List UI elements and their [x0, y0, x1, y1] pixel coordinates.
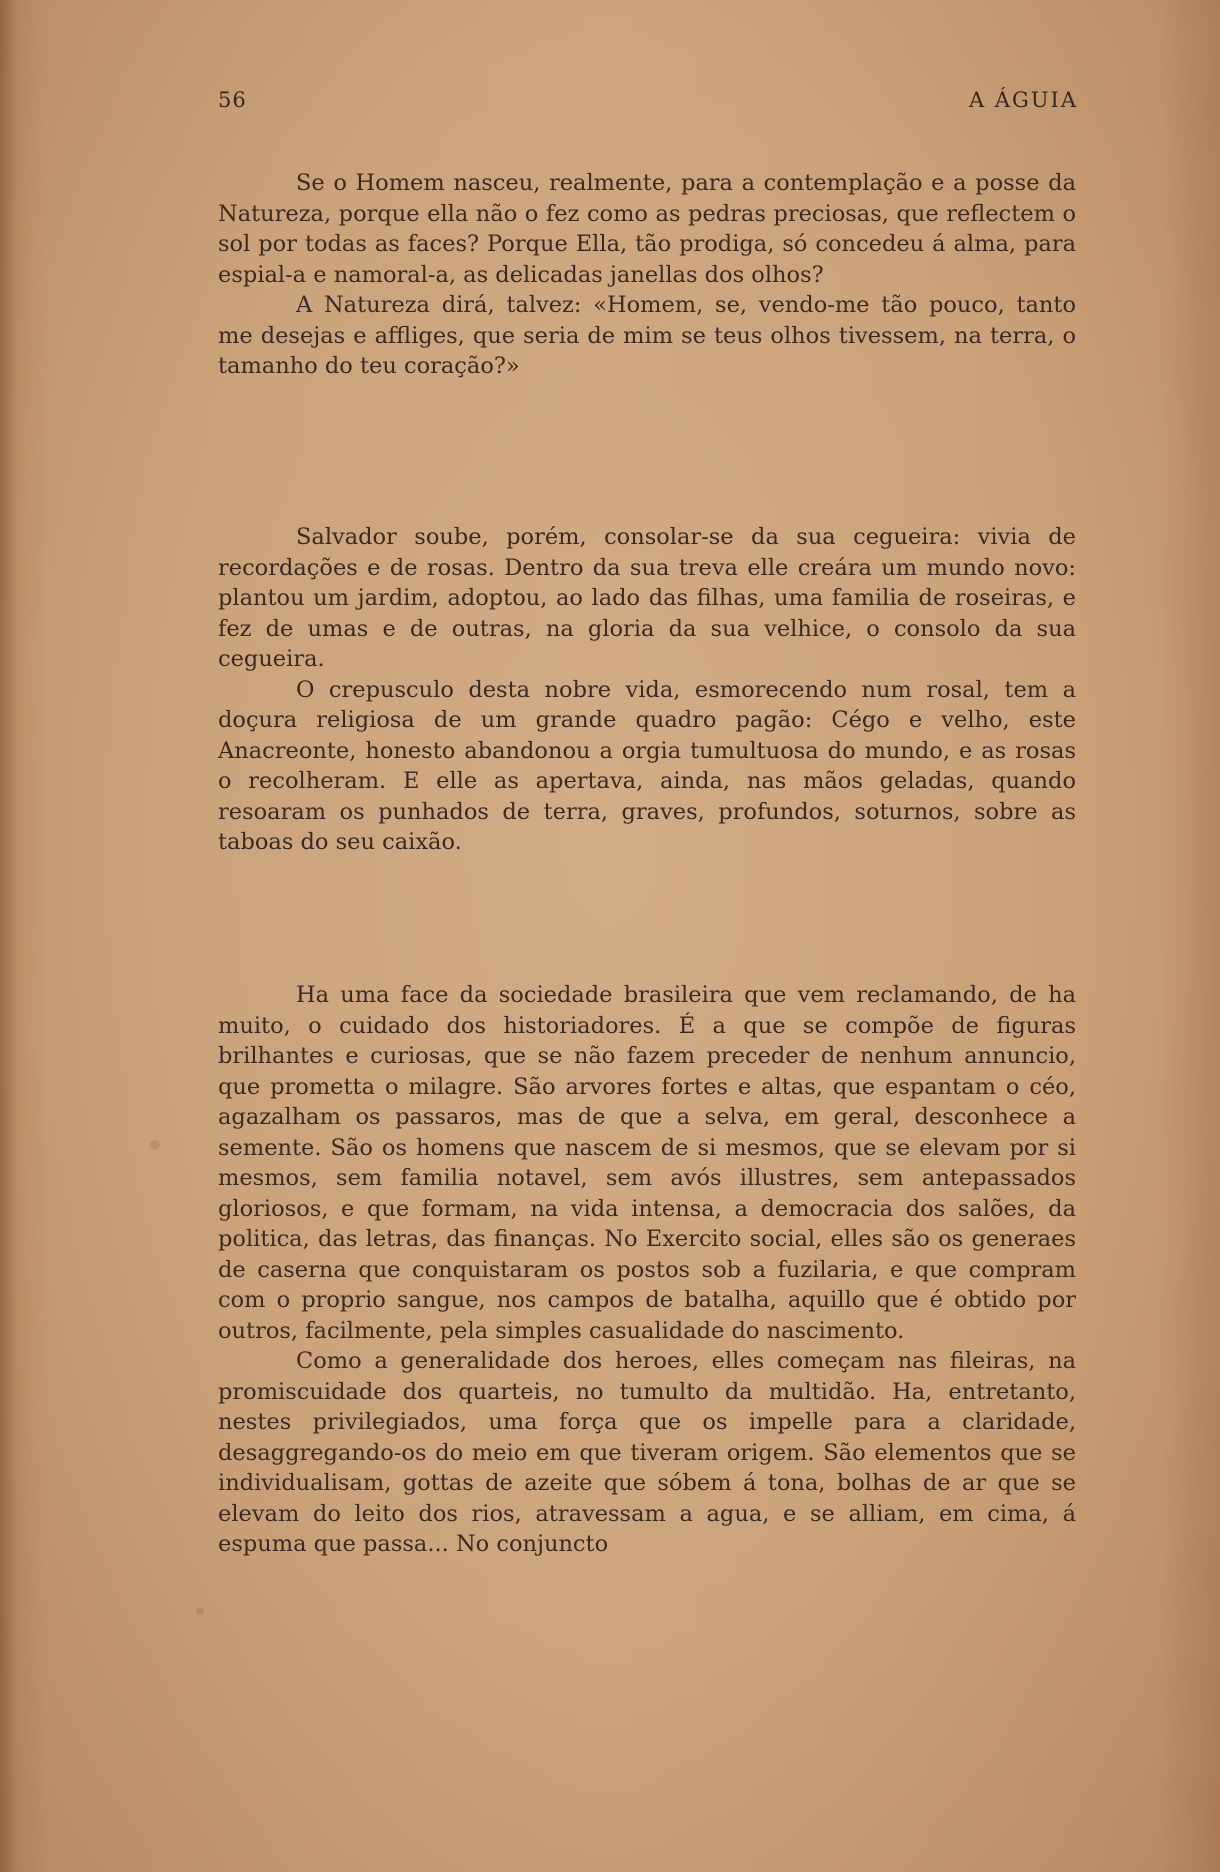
paragraph: Salvador soube, porém, consolar-se da sua cegueira: vivia de recordações e de rosas. Dentro da sua treva elle creára um mundo novo: plantou um jardim, adoptou, ao lado das filhas, uma familia de roseiras, e fez de umas e de outras, na gloria da sua velhice, o consolo da sua cegueira. [218, 524, 1076, 672]
page-header [218, 88, 1078, 118]
page-number: 56 [218, 88, 247, 112]
page-edge-shadow [0, 0, 18, 1872]
running-title: A ÁGUIA [969, 88, 1078, 112]
paper-stain [150, 1140, 160, 1150]
text-section [218, 522, 1076, 858]
text-section [218, 980, 1076, 1560]
paper-stain [196, 1607, 204, 1615]
paragraph: Se o Homem nasceu, realmente, para a contemplação e a posse da Natureza, porque ella não o fez como as pedras preciosas, que reflectem o sol por todas as faces? Porque Ella, tão prodiga, só concedeu á alma, para espial-a e namoral-a, as delicadas janellas dos olhos? [218, 170, 1076, 288]
paragraph: Ha uma face da sociedade brasileira que vem reclamando, de ha muito, o cuidado dos historiadores. É a que se compõe de figuras brilhantes e curiosas, que se não fazem preceder de nenhum annuncio, que prometta o milagre. São arvores fortes e altas, que espantam o céo, agazalham os passaros, mas de que a selva, em geral, desconhece a semente. São os homens que nascem de si mesmos, que se elevam por si mesmos, sem familia notavel, sem avós illustres, sem antepassados gloriosos, e que formam, na vida intensa, a democracia dos salões, da politica, das letras, das finanças. No Exercito social, elles são os generaes de caserna que conquistaram os postos sob a fuzilaria, e que compram com o proprio sangue, nos campos de batalha, aquillo que é obtido por outros, facilmente, pela simples casualidade do nascimento. [218, 982, 1076, 1344]
paragraph: Como a generalidade dos heroes, elles começam nas fileiras, na promiscuidade dos quarteis, no tumulto da multidão. Ha, entretanto, nestes privilegiados, uma força que os impelle para a claridade, desaggregando-os do meio em que tiveram origem. São elementos que se individualisam, gottas de azeite que sóbem á tona, bolhas de ar que se elevam do leito dos rios, atravessam a agua, e se alliam, em cima, á espuma que passa... No conjuncto [218, 1348, 1076, 1557]
text-section [218, 168, 1076, 382]
paragraph: O crepusculo desta nobre vida, esmorecendo num rosal, tem a doçura religiosa de um grande quadro pagão: Cégo e velho, este Anacreonte, honesto abandonou a orgia tumultuosa do mundo, e as rosas o recolheram. E elle as apertava, ainda, nas mãos geladas, quando resoaram os punhados de terra, graves, profundos, soturnos, sobre as taboas do seu caixão. [218, 676, 1076, 855]
paragraph: A Natureza dirá, talvez: «Homem, se, vendo-me tão pouco, tanto me desejas e affliges, que seria de mim se teus olhos tivessem, na terra, o tamanho do teu coração?» [218, 292, 1076, 379]
